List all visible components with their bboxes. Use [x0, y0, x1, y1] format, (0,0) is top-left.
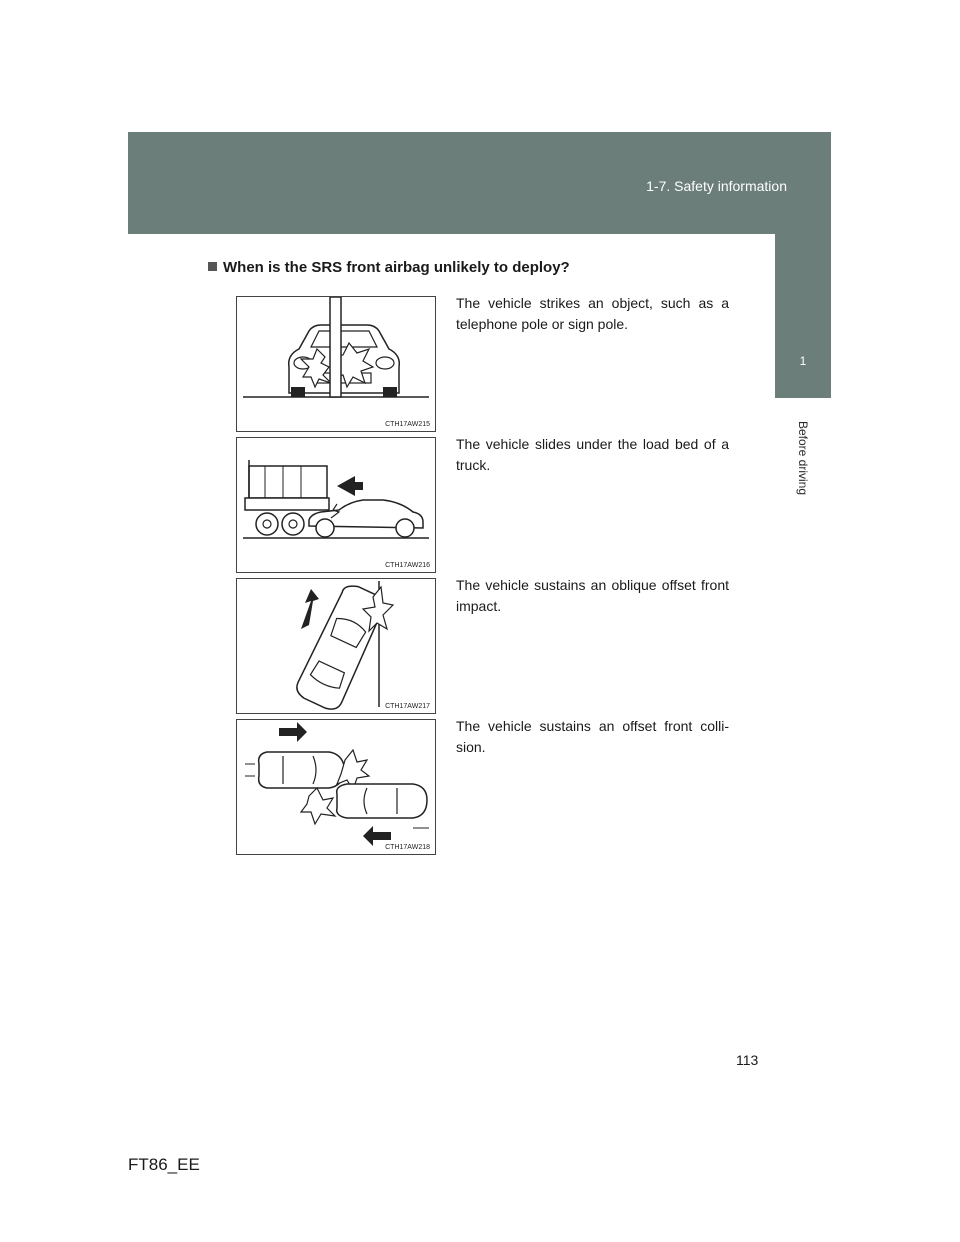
- figure-code: CTH17AW216: [385, 562, 430, 569]
- chapter-tab: [775, 234, 831, 398]
- description-truck-underride: The vehicle slides under the load bed of a truck.: [456, 436, 729, 473]
- section-heading: [208, 259, 570, 276]
- figure-oblique-impact: [236, 578, 436, 714]
- header-band: [128, 132, 831, 234]
- description-oblique-impact: The vehicle sustains an oblique offset front impact.: [456, 577, 729, 614]
- description-pole-impact: The vehicle strikes an object, such as a telephone pole or sign pole.: [456, 295, 729, 332]
- page-number: 113: [736, 1052, 759, 1068]
- section-heading-text: When is the SRS front airbag unlikely to deploy?: [223, 259, 570, 276]
- document-code: FT86_EE: [128, 1155, 200, 1174]
- figure-pole-impact: [236, 296, 436, 432]
- figure-truck-underride: [236, 437, 436, 573]
- offset-collision-illustration: [237, 720, 435, 854]
- chapter-label: Before driving: [796, 420, 810, 496]
- truck-underride-illustration: [237, 438, 435, 572]
- pole-impact-illustration: [237, 297, 435, 431]
- description-offset-collision: The vehicle sustains an offset front colli-sion.: [456, 718, 729, 755]
- chapter-number: 1: [799, 354, 807, 368]
- figure-code: CTH17AW217: [385, 703, 430, 710]
- bullet-square-icon: [208, 262, 217, 271]
- figure-code: CTH17AW215: [385, 421, 430, 428]
- figure-code: CTH17AW218: [385, 844, 430, 851]
- section-title: 1-7. Safety information: [646, 178, 787, 194]
- chapter-label-tab: [775, 398, 831, 520]
- figure-offset-collision: [236, 719, 436, 855]
- oblique-impact-illustration: [237, 579, 435, 713]
